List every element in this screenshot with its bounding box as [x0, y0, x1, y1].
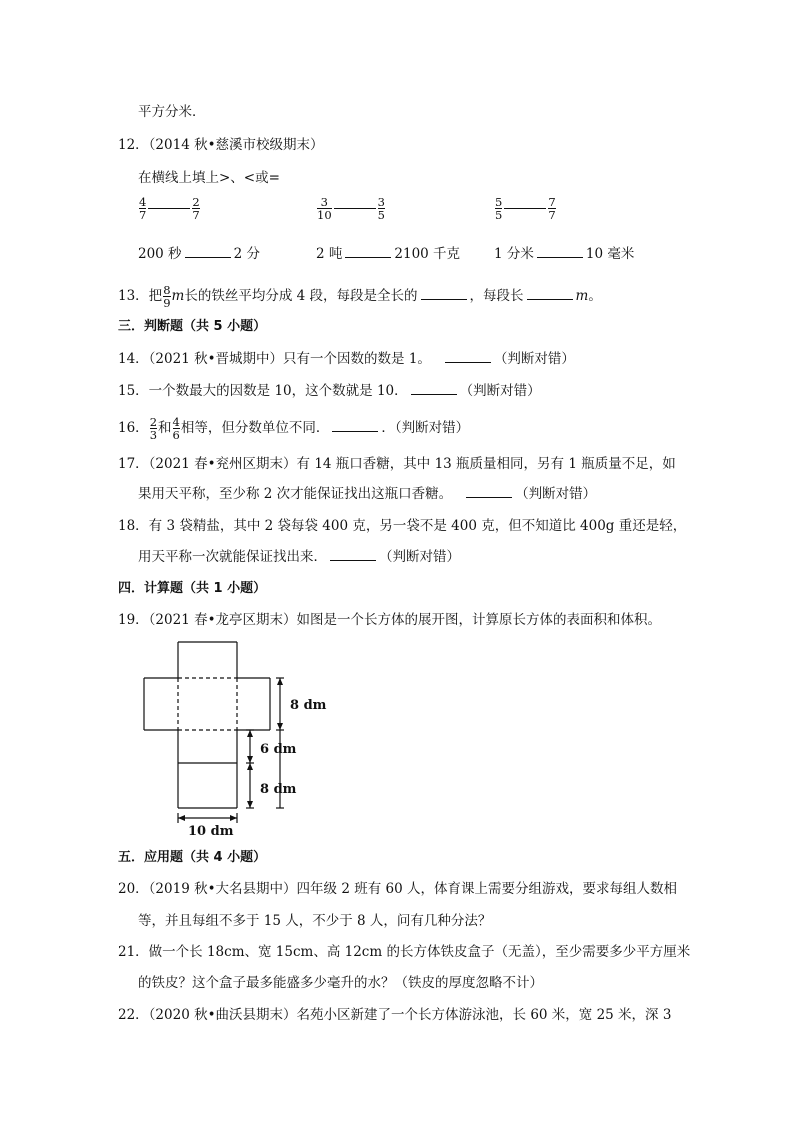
q13: 13．把 $\frac{8}{9}$ m长的铁丝平均分成 4 段，每段是全长的 ，每段长 m。 [118, 283, 602, 310]
fraction: $\frac{2}{7}$ [192, 195, 200, 222]
q18-line-1: 18．有 3 袋精盐，其中 2 袋每袋 400 克，另一袋不是 400 克，但不知道比 400g 重还是轻， [118, 518, 687, 534]
q16: 16． $\frac{2}{3}$ 和 $\frac{4}{6}$ 相等，但分数单位不同． ．（判断对错） [118, 415, 470, 442]
right-value: 2 分 [233, 246, 260, 262]
right-value: 10 毫米 [585, 246, 635, 262]
dim-middle-label: 6 dm [260, 742, 297, 757]
fraction: $\frac{5}{5}$ [495, 195, 503, 222]
q12-instruction: 在横线上填上>、<或= [138, 170, 280, 186]
q12-title: 12．（2014 秋•慈溪市校级期末） [118, 137, 324, 153]
dim-width-label: 10 dm [188, 824, 234, 839]
q21-line-2: 的铁皮？这个盒子最多能盛多少毫升的水？（铁皮的厚度忽略不计） [138, 975, 543, 991]
fraction: $\frac{4}{7}$ [139, 195, 147, 222]
left-value: 2 吨 [316, 246, 343, 262]
section-3-heading: 三．判断题（共 5 小题） [118, 319, 267, 334]
q11-tail: 平方分米． [138, 104, 206, 120]
q19-text: 19．（2021 春•龙亭区期末）如图是一个长方体的展开图，计算原长方体的表面积和体积。 [118, 612, 662, 628]
q21-line-1: 21．做一个长 18cm、宽 15cm、高 12cm 的长方体铁皮盒子（无盖），至少需要多少平方厘米 [118, 944, 691, 960]
section-5-heading: 五．应用题（共 4 小题） [118, 850, 267, 865]
fraction: $\frac{7}{7}$ [548, 195, 556, 222]
q17-line-1: 17．（2021 春•兖州区期末）有 14 瓶口香糖，其中 13 瓶质量相同，另有 1 瓶质量不足，如 [118, 456, 676, 472]
dim-top-label: 8 dm [290, 698, 327, 713]
left-value: 200 秒 [138, 246, 182, 262]
q20-line-2: 等，并且每组不多于 15 人，不少于 8 人，问有几种分法？ [138, 913, 492, 929]
q17-line-2: 果用天平称，至少称 2 次才能保证找出这瓶口香糖。 （判断对错） [138, 486, 597, 502]
dim-bottom-label: 8 dm [260, 782, 297, 797]
section-4-heading: 四．计算题（共 1 小题） [118, 581, 267, 596]
fraction: $\frac{2}{3}$ [149, 415, 158, 442]
fraction: $\frac{3}{10}$ [317, 195, 332, 222]
q18-line-2: 用天平称一次就能保证找出来． （判断对错） [138, 549, 460, 565]
q20-line-1: 20．（2019 秋•大名县期中）四年级 2 班有 60 人，体育课上需要分组游戏，要求每组人数相 [118, 881, 677, 897]
right-value: 2100 千克 [394, 246, 461, 262]
fraction: $\frac{4}{6}$ [172, 415, 180, 442]
fraction: $\frac{8}{9}$ [163, 283, 171, 310]
q22-line-1: 22．（2020 秋•曲沃县期末）名苑小区新建了一个长方体游泳池，长 60 米，宽 25 米，深 3 [118, 1007, 672, 1023]
q14: 14．（2021 秋•晋城期中）只有一个因数的数是 1。 （判断对错） [118, 351, 575, 367]
fraction: $\frac{3}{5}$ [377, 195, 385, 222]
left-value: 1 分米 [494, 246, 534, 262]
q15: 15．一个数最大的因数是 10，这个数就是 10． （判断对错） [118, 383, 541, 399]
